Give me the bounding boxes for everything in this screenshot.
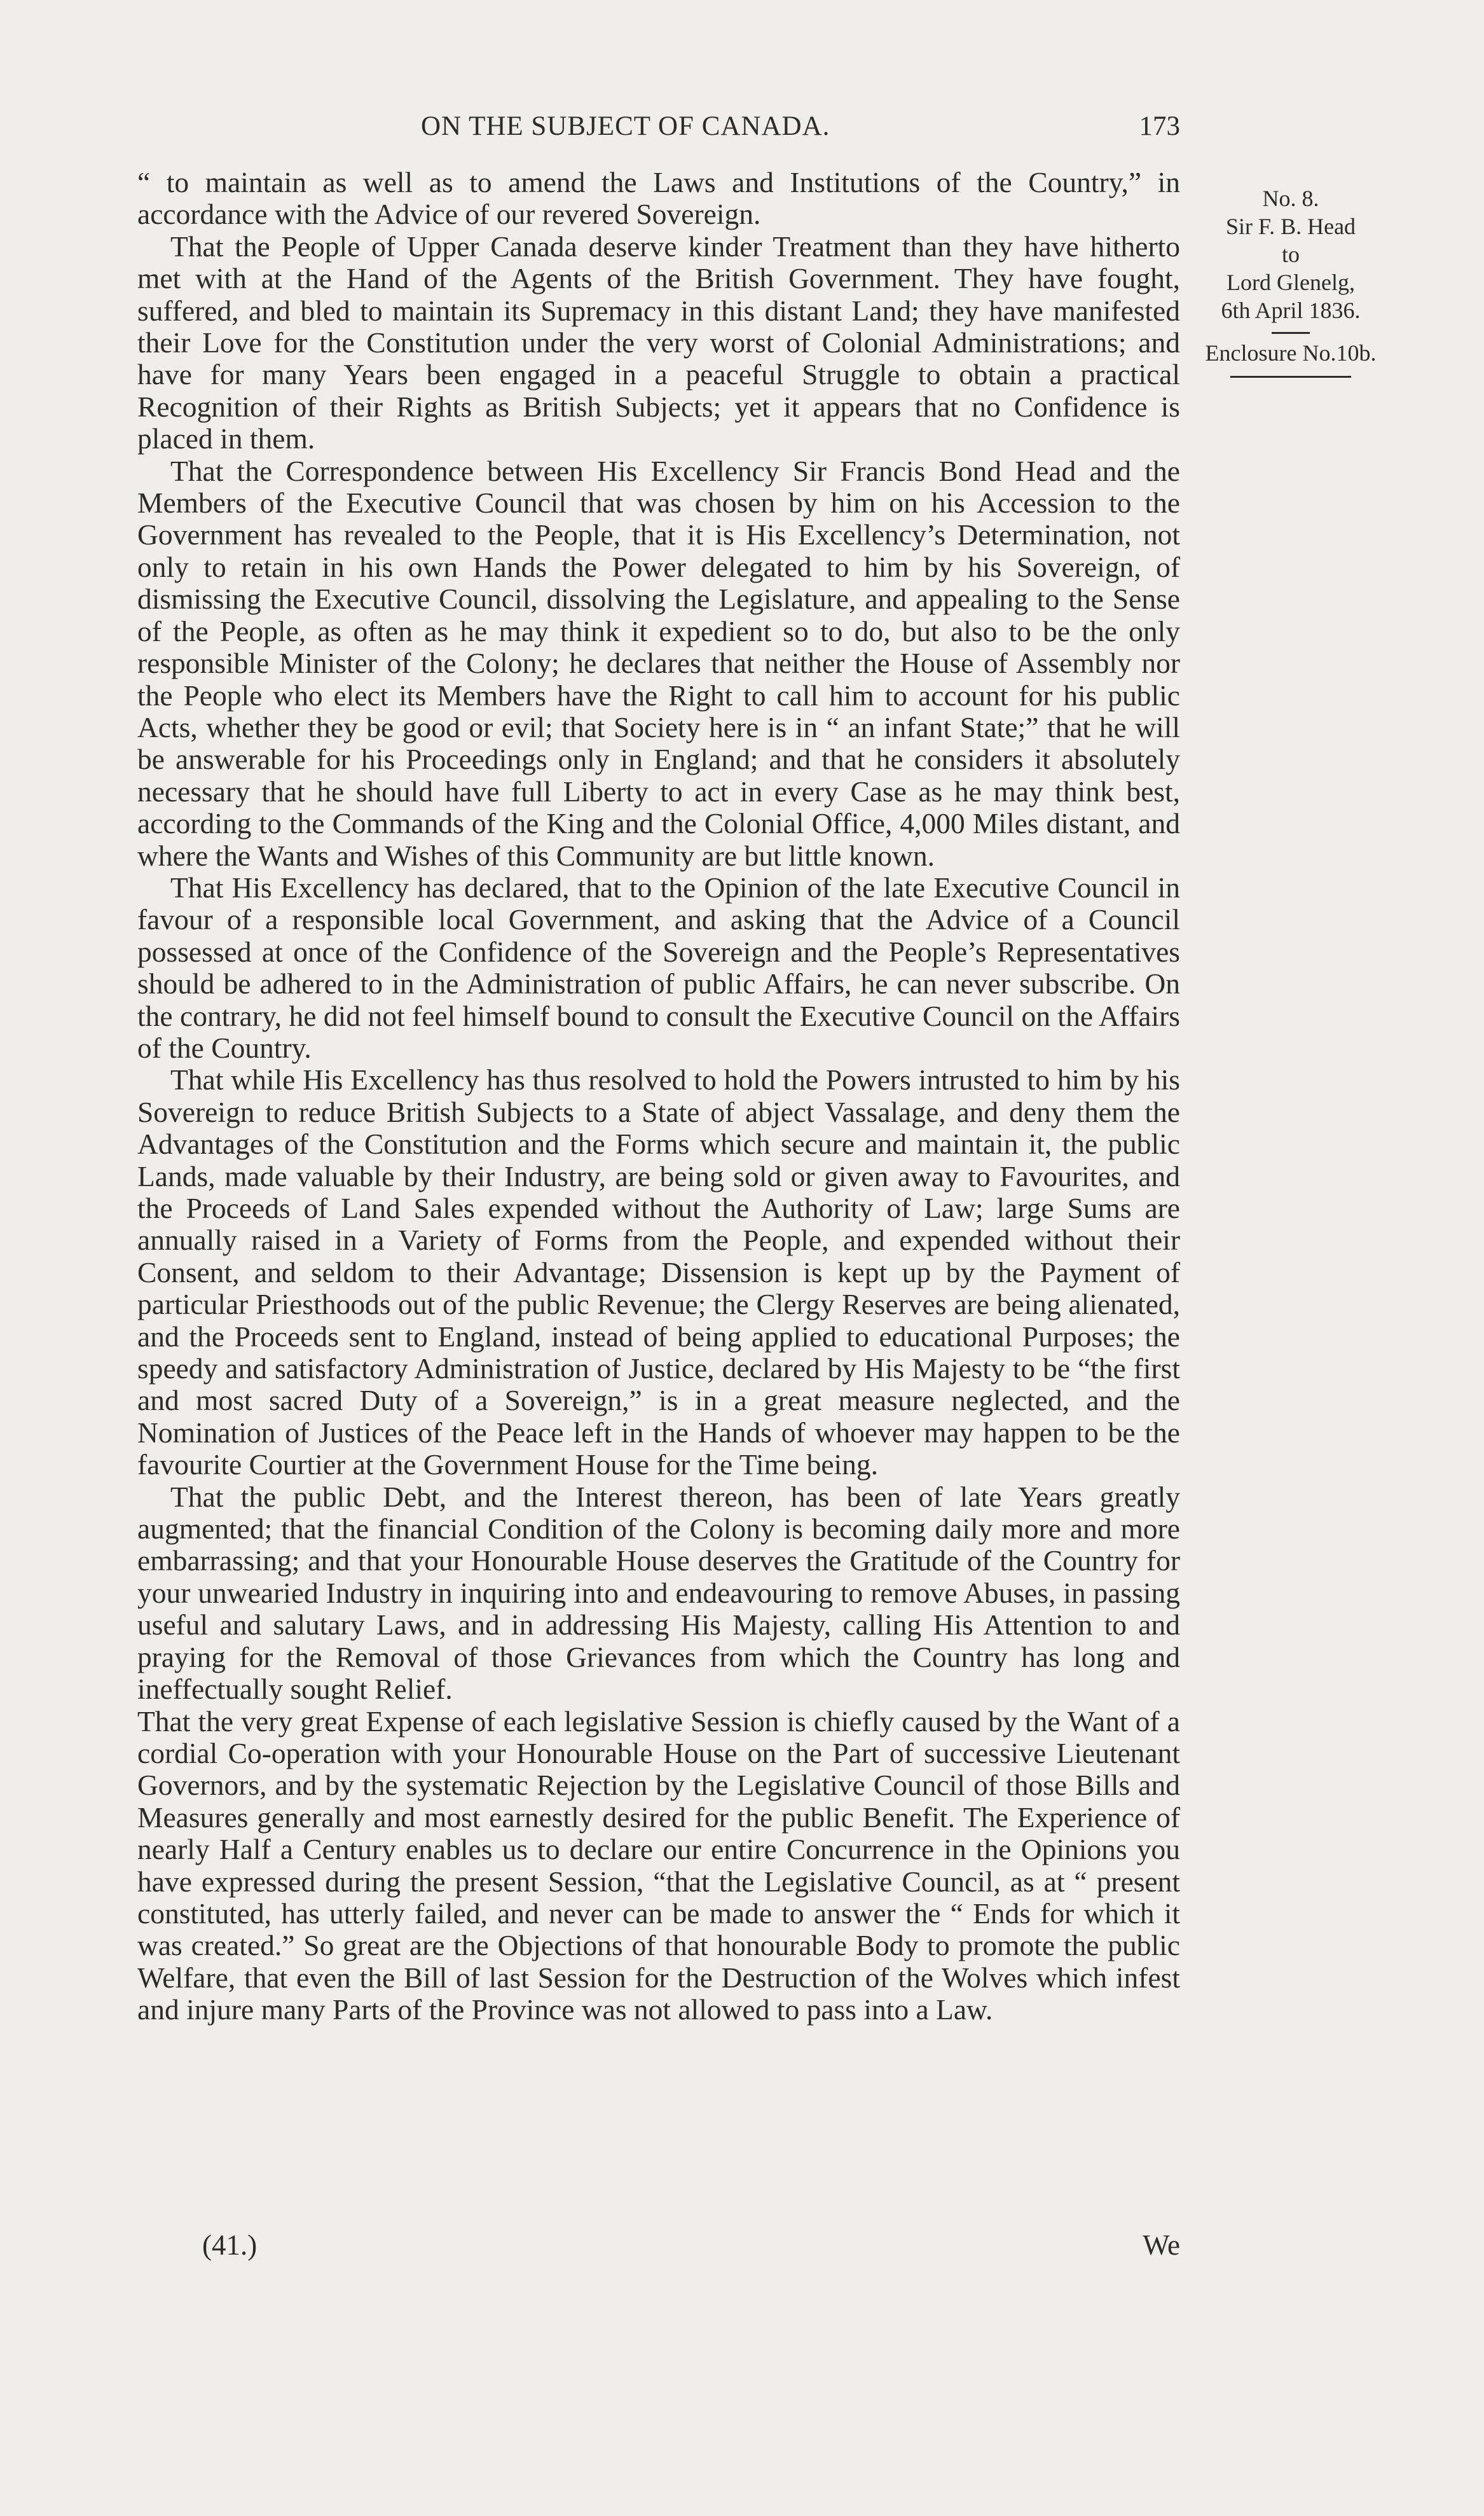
despatch-number: No. 8. [1262, 186, 1319, 211]
long-divider [1230, 376, 1351, 378]
paragraph: That the People of Upper Canada deserve kinder Treatment than they have hitherto met with at the Hand of the Agents of the British Government. They have fought, suffered, and bled to maintain its Supremacy in this distant Land; they have manifested their Love for the Constitution under the very worst of Colonial Administrations; and have for many Years been engaged in a peaceful Struggle to obtain a practical Recognition of their Rights as British Subjects; yet it appears that no Confidence is placed in them. [137, 230, 1180, 455]
page-number: 173 [1139, 111, 1180, 141]
despatch-recipient: Lord Glenelg, [1226, 270, 1355, 295]
signature-mark: (41.) [202, 2229, 258, 2261]
despatch-date: 6th April 1836. [1221, 298, 1361, 323]
paragraph: That the Correspondence between His Excellency Sir Francis Bond Head and the Members of the Executive Council that was chosen by him on his Accession to the Government has revealed to the People, that it is His Excellency’s Determination, not only to retain in his own Hands the Power delegated to him by his Sovereign, of dismissing the Executive Council, dissolving the Legislature, and appealing to the Sense of the People, as often as he may think it expedient so to do, but also to be the only responsible Minister of the Colony; he declares that neither the House of Assembly nor the People who elect its Members have the Right to call him to account for his public Acts, whether they be good or evil; that Society here is in “ an infant State;” that he will be answerable for his Proceedings only in England; and that he considers it absolutely necessary that he should have full Liberty to act in every Case as he may think best, according to the Commands of the King and the Colonial Office, 4,000 Miles distant, and where the Wants and Wishes of this Community are but little known. [137, 454, 1180, 872]
running-title: ON THE SUBJECT OF CANADA. [421, 111, 830, 141]
body-text [137, 167, 1180, 2026]
enclosure-label: Enclosure No.10b. [1205, 340, 1377, 366]
short-divider [1272, 332, 1310, 334]
paragraph: That the public Debt, and the Interest thereon, has been of late Years greatly augmented; that the financial Condition of the Colony is becoming daily more and more embarrassing; and that your Honourable House deserves the Gratitude of the Country for your unwearied Industry in inquiring into and endeavouring to remove Abuses, in passing useful and salutary Laws, and in addressing His Majesty, calling His Attention to and praying for the Removal of those Grievances from which the Country has long and ineffectually sought Relief. [137, 1480, 1180, 1706]
catchword: We [1143, 2229, 1180, 2261]
paragraph-continuation: “ to maintain as well as to amend the Laws and Institutions of the Country,” in accordance with the Advice of our revered Sovereign. [137, 166, 1180, 231]
despatch-to-word: to [1281, 242, 1300, 267]
running-head [137, 111, 1180, 149]
paragraph: That while His Excellency has thus resolved to hold the Powers intrusted to him by his Sovereign to reduce British Subjects to a State of abject Vassalage, and deny them the Advantages of the Constitution and the Forms which secure and maintain it, the public Lands, made valuable by their Industry, are being sold or given away to Favourites, and the Proceeds of Land Sales expended without the Authority of Law; large Sums are annually raised in a Variety of Forms from the People, and expended without their Consent, and seldom to their Advantage; Dissension is kept up by the Payment of particular Priesthoods out of the public Revenue; the Clergy Reserves are being alienated, and the Proceeds sent to England, instead of being applied to educational Purposes; the speedy and satisfactory Administration of Justice, declared by His Majesty to be “the first and most sacred Duty of a Sovereign,” is in a great measure neglected, and the Nomination of Justices of the Peace left in the Hands of whoever may happen to be the favourite Courtier at the Government House for the Time being. [137, 1063, 1180, 1481]
marginal-note [1183, 184, 1399, 378]
paragraph: That His Excellency has declared, that to the Opinion of the late Executive Council in favour of a responsible local Government, and asking that the Advice of a Council possessed at once of the Confidence of the Sovereign and the People’s Representatives should be adhered to in the Administration of public Affairs, he can never subscribe. On the contrary, he did not feel himself bound to consult the Executive Council on the Affairs of the Country. [137, 871, 1180, 1064]
paragraph: That the very great Expense of each legislative Session is chiefly caused by the Want of a cordial Co-operation with your Honourable House on the Part of successive Lieutenant Governors, and by the systematic Rejection by the Legislative Council of those Bills and Measures generally and most earnestly desired for the public Benefit. The Experience of nearly Half a Century enables us to declare our entire Concurrence in the Opinions you have expressed during the present Session, “that the Legislative Council, as at “ present constituted, has utterly failed, and never can be made to answer the “ Ends for which it was created.” So great are the Objections of that honourable Body to promote the public Welfare, that even the Bill of last Session for the Destruction of the Wolves which infest and injure many Parts of the Province was not allowed to pass into a Law. [137, 1704, 1180, 2026]
despatch-from: Sir F. B. Head [1225, 214, 1356, 239]
